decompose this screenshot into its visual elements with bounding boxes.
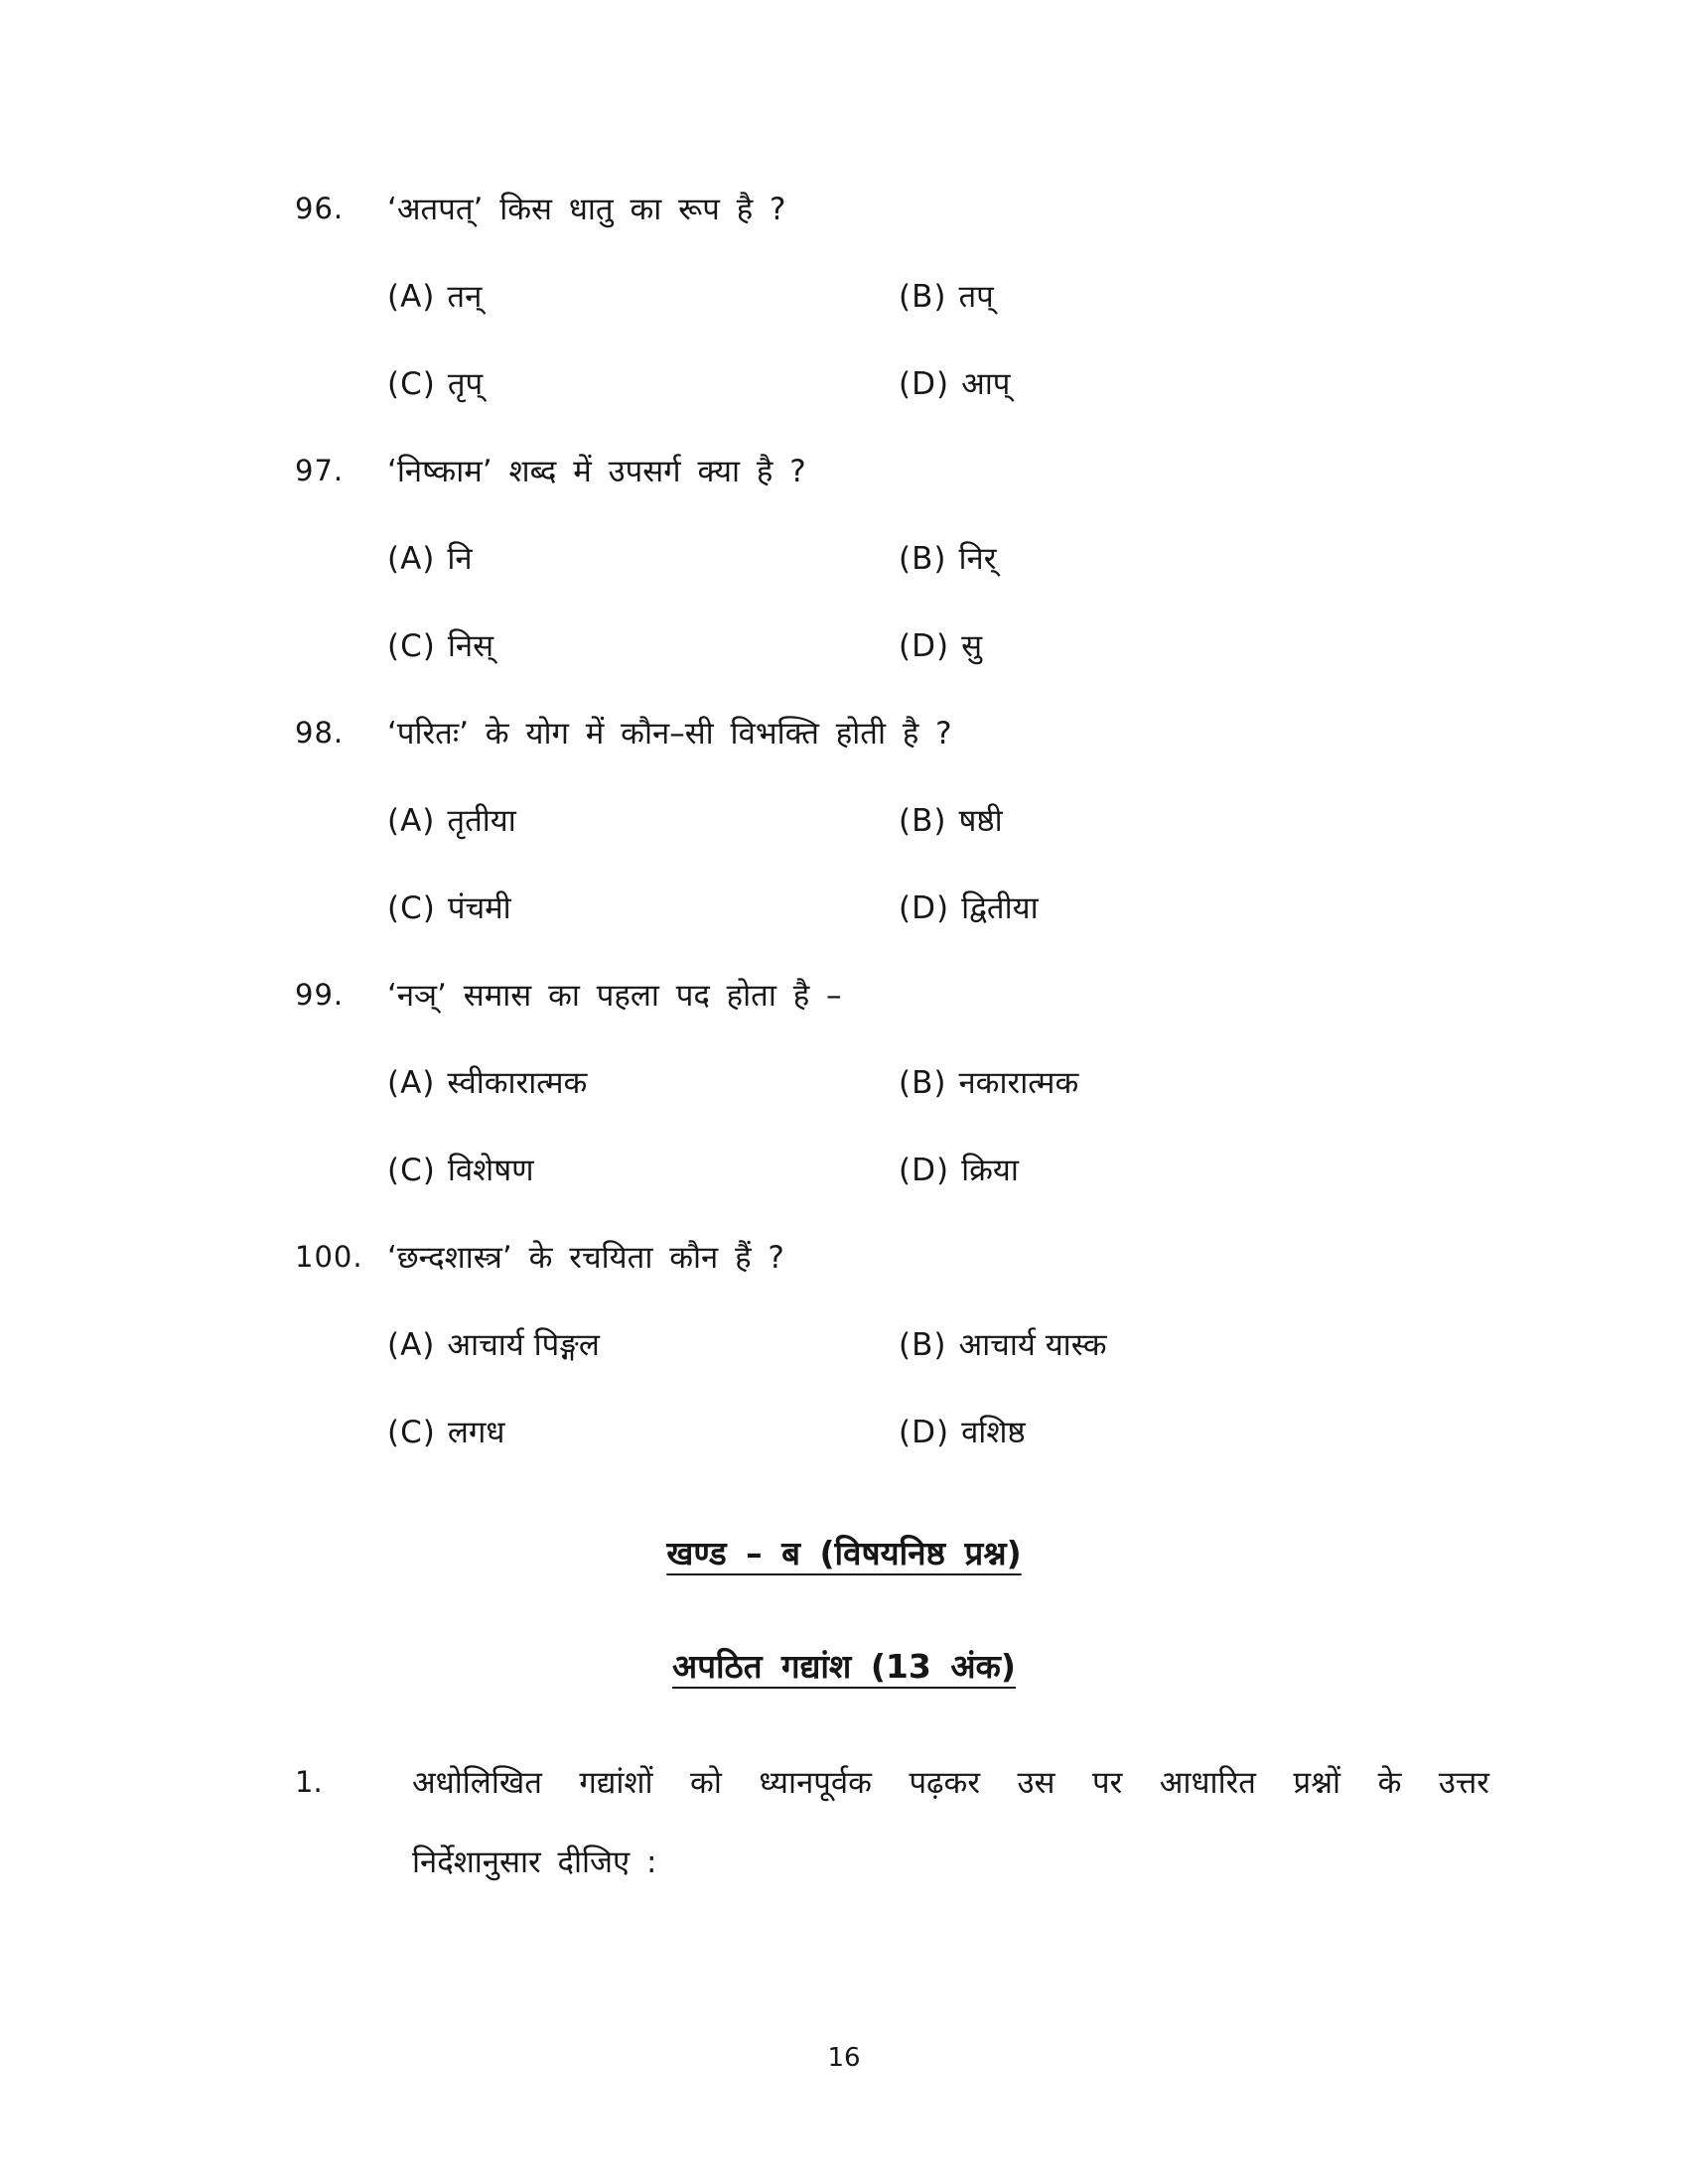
option-text: क्रिया [961, 1153, 1019, 1188]
passage-heading-row [0, 1643, 1688, 1687]
option-text: तृप् [447, 366, 484, 402]
question-number: 1. [295, 1765, 323, 1799]
question-99-options-ab [0, 1038, 1688, 1126]
question-number: 98. [295, 716, 345, 750]
question-text: ‘छन्दशास्त्र’ के रचयिता कौन हैं ? [387, 1240, 784, 1276]
question-99-options-cd [0, 1126, 1688, 1213]
question-100-options-ab [0, 1300, 1688, 1388]
option-label: (D) [899, 890, 950, 926]
option-a [387, 799, 899, 841]
option-d [899, 1411, 1026, 1452]
question-98-options-cd [0, 864, 1688, 951]
option-b [899, 1323, 1107, 1365]
question-text: ‘नञ्’ समास का पहला पद होता है – [387, 978, 842, 1014]
option-a [387, 1323, 899, 1365]
question-number: 96. [295, 192, 345, 225]
option-text: आचार्य यास्क [958, 1327, 1107, 1363]
subjective-question-1 [0, 1760, 1688, 1804]
option-text: तप् [958, 279, 994, 315]
option-text: द्वितीया [961, 890, 1039, 926]
option-text: सु [961, 628, 983, 664]
option-label: (B) [899, 803, 947, 839]
option-text: पंचमी [447, 890, 511, 926]
question-text: ‘परितः’ के योग में कौन–सी विभक्ति होती है ? [387, 716, 952, 751]
option-label: (D) [899, 628, 950, 664]
question-97 [0, 427, 1688, 514]
option-label: (C) [387, 1415, 436, 1450]
option-b [899, 275, 994, 317]
subjective-question-1-line2 [0, 1840, 1688, 1883]
question-text: ‘निष्काम’ शब्द में उपसर्ग क्या है ? [387, 454, 806, 489]
option-label: (B) [899, 1065, 947, 1101]
option-label: (A) [387, 1065, 436, 1101]
option-label: (B) [899, 1327, 947, 1363]
option-b [899, 1061, 1078, 1103]
option-b [899, 799, 1003, 841]
question-98 [0, 689, 1688, 776]
option-label: (B) [899, 279, 947, 315]
question-100-options-cd [0, 1388, 1688, 1475]
question-99 [0, 951, 1688, 1038]
option-label: (A) [387, 541, 436, 577]
question-98-options-ab [0, 776, 1688, 864]
question-text-line2: निर्देशानुसार दीजिए : [412, 1844, 657, 1880]
option-label: (B) [899, 541, 947, 577]
option-c [387, 1149, 899, 1190]
option-d [899, 1149, 1019, 1190]
option-text: लगध [447, 1415, 505, 1450]
option-text: वशिष्ठ [961, 1415, 1026, 1450]
passage-heading: अपठित गद्यांश (13 अंक) [672, 1646, 1016, 1686]
page-number: 16 [827, 2043, 861, 2073]
option-label: (A) [387, 279, 436, 315]
question-100 [0, 1213, 1688, 1300]
question-paper-content [0, 165, 1688, 1883]
option-label: (A) [387, 803, 436, 839]
option-c [387, 362, 899, 404]
option-c [387, 887, 899, 928]
question-97-options-cd [0, 602, 1688, 689]
option-text: आचार्य पिङ्गल [447, 1327, 600, 1363]
section-heading-row [0, 1530, 1688, 1573]
option-a [387, 275, 899, 317]
option-label: (D) [899, 1153, 950, 1188]
option-text: स्वीकारात्मक [447, 1065, 588, 1101]
option-text: तृतीया [447, 803, 516, 839]
option-text: तन् [447, 279, 483, 315]
option-text: निस् [447, 628, 494, 664]
option-text: आप् [961, 366, 1011, 402]
option-label: (C) [387, 366, 436, 402]
question-96-options-cd [0, 340, 1688, 427]
option-label: (D) [899, 366, 950, 402]
option-label: (D) [899, 1415, 950, 1450]
option-text: नकारात्मक [958, 1065, 1079, 1101]
option-b [899, 537, 996, 579]
option-d [899, 887, 1039, 928]
question-text-line1: अधोलिखित गद्यांशों को ध्यानपूर्वक पढ़कर उस पर आधारित प्रश्नों के उत्तर [412, 1765, 1489, 1801]
question-number: 97. [295, 454, 345, 487]
question-number: 99. [295, 978, 345, 1012]
option-c [387, 624, 899, 666]
option-text: नि [447, 541, 473, 577]
option-a [387, 537, 899, 579]
section-heading-part-b: खण्ड – ब (विषयनिष्ठ प्रश्न) [666, 1533, 1022, 1572]
option-d [899, 624, 982, 666]
option-label: (C) [387, 628, 436, 664]
question-97-options-ab [0, 514, 1688, 602]
option-d [899, 362, 1010, 404]
question-number: 100. [295, 1240, 363, 1274]
option-text: षष्ठी [958, 803, 1003, 839]
option-c [387, 1411, 899, 1452]
option-label: (C) [387, 890, 436, 926]
option-a [387, 1061, 899, 1103]
option-label: (A) [387, 1327, 436, 1363]
option-text: निर् [958, 541, 997, 577]
question-text: ‘अतपत्’ किस धातु का रूप है ? [387, 192, 786, 227]
option-label: (C) [387, 1153, 436, 1188]
option-text: विशेषण [447, 1153, 534, 1188]
question-96 [0, 165, 1688, 252]
question-96-options-ab [0, 252, 1688, 340]
